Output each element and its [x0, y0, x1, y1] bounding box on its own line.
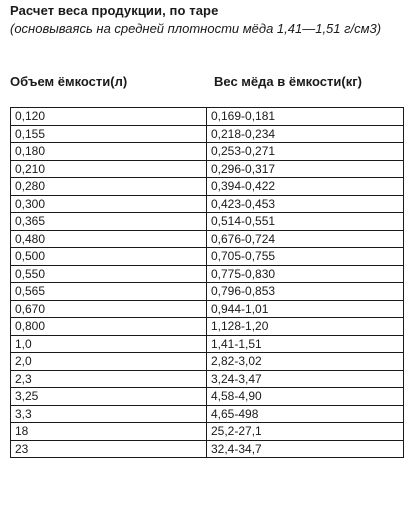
table-row	[11, 405, 404, 423]
table-row	[11, 125, 404, 143]
document-title: Расчет веса продукции, по таре	[10, 3, 219, 18]
weight-cell: 0,423-0,453	[207, 195, 404, 213]
volume-cell: 0,120	[11, 108, 207, 126]
volume-cell: 0,210	[11, 160, 207, 178]
table-row	[11, 353, 404, 371]
table-row	[11, 388, 404, 406]
table-row	[11, 423, 404, 441]
weight-cell: 0,514-0,551	[207, 213, 404, 231]
volume-cell: 0,550	[11, 265, 207, 283]
table-row	[11, 160, 404, 178]
table-row	[11, 248, 404, 266]
table-row	[11, 300, 404, 318]
weight-cell: 0,676-0,724	[207, 230, 404, 248]
weight-column-header: Вес мёда в ёмкости(кг)	[214, 74, 362, 89]
volume-cell: 0,180	[11, 143, 207, 161]
volume-cell: 18	[11, 423, 207, 441]
table-row	[11, 283, 404, 301]
volume-cell: 2,3	[11, 370, 207, 388]
weight-cell: 0,775-0,830	[207, 265, 404, 283]
volume-cell: 0,155	[11, 125, 207, 143]
table-row	[11, 230, 404, 248]
table-row	[11, 195, 404, 213]
weight-cell: 3,24-3,47	[207, 370, 404, 388]
weight-cell: 0,218-0,234	[207, 125, 404, 143]
weight-cell: 0,253-0,271	[207, 143, 404, 161]
volume-column-header: Объем ёмкости(л)	[10, 74, 128, 89]
volume-cell: 0,480	[11, 230, 207, 248]
volume-cell: 2,0	[11, 353, 207, 371]
table-row	[11, 370, 404, 388]
weight-cell: 4,58-4,90	[207, 388, 404, 406]
volume-cell: 0,670	[11, 300, 207, 318]
volume-cell: 0,300	[11, 195, 207, 213]
volume-cell: 3,25	[11, 388, 207, 406]
volume-cell: 3,3	[11, 405, 207, 423]
weight-cell: 0,394-0,422	[207, 178, 404, 196]
table-row	[11, 143, 404, 161]
weight-cell: 4,65-498	[207, 405, 404, 423]
document-subtitle: (основываясь на средней плотности мёда 1,41—1,51 г/см3)	[10, 21, 382, 36]
weight-cell: 25,2-27,1	[207, 423, 404, 441]
weight-table	[10, 107, 404, 458]
volume-cell: 1,0	[11, 335, 207, 353]
volume-cell: 0,565	[11, 283, 207, 301]
table-row	[11, 318, 404, 336]
weight-cell: 0,796-0,853	[207, 283, 404, 301]
weight-cell: 1,41-1,51	[207, 335, 404, 353]
weight-cell: 2,82-3,02	[207, 353, 404, 371]
table-row	[11, 265, 404, 283]
weight-cell: 32,4-34,7	[207, 440, 404, 458]
volume-cell: 23	[11, 440, 207, 458]
table-row	[11, 440, 404, 458]
table-row	[11, 213, 404, 231]
volume-cell: 0,280	[11, 178, 207, 196]
weight-cell: 0,944-1,01	[207, 300, 404, 318]
weight-cell: 0,705-0,755	[207, 248, 404, 266]
weight-cell: 1,128-1,20	[207, 318, 404, 336]
volume-cell: 0,800	[11, 318, 207, 336]
volume-cell: 0,500	[11, 248, 207, 266]
table-row	[11, 335, 404, 353]
weight-cell: 0,296-0,317	[207, 160, 404, 178]
weight-cell: 0,169-0,181	[207, 108, 404, 126]
volume-cell: 0,365	[11, 213, 207, 231]
table-row	[11, 178, 404, 196]
weight-table-body	[11, 108, 404, 458]
table-row	[11, 108, 404, 126]
